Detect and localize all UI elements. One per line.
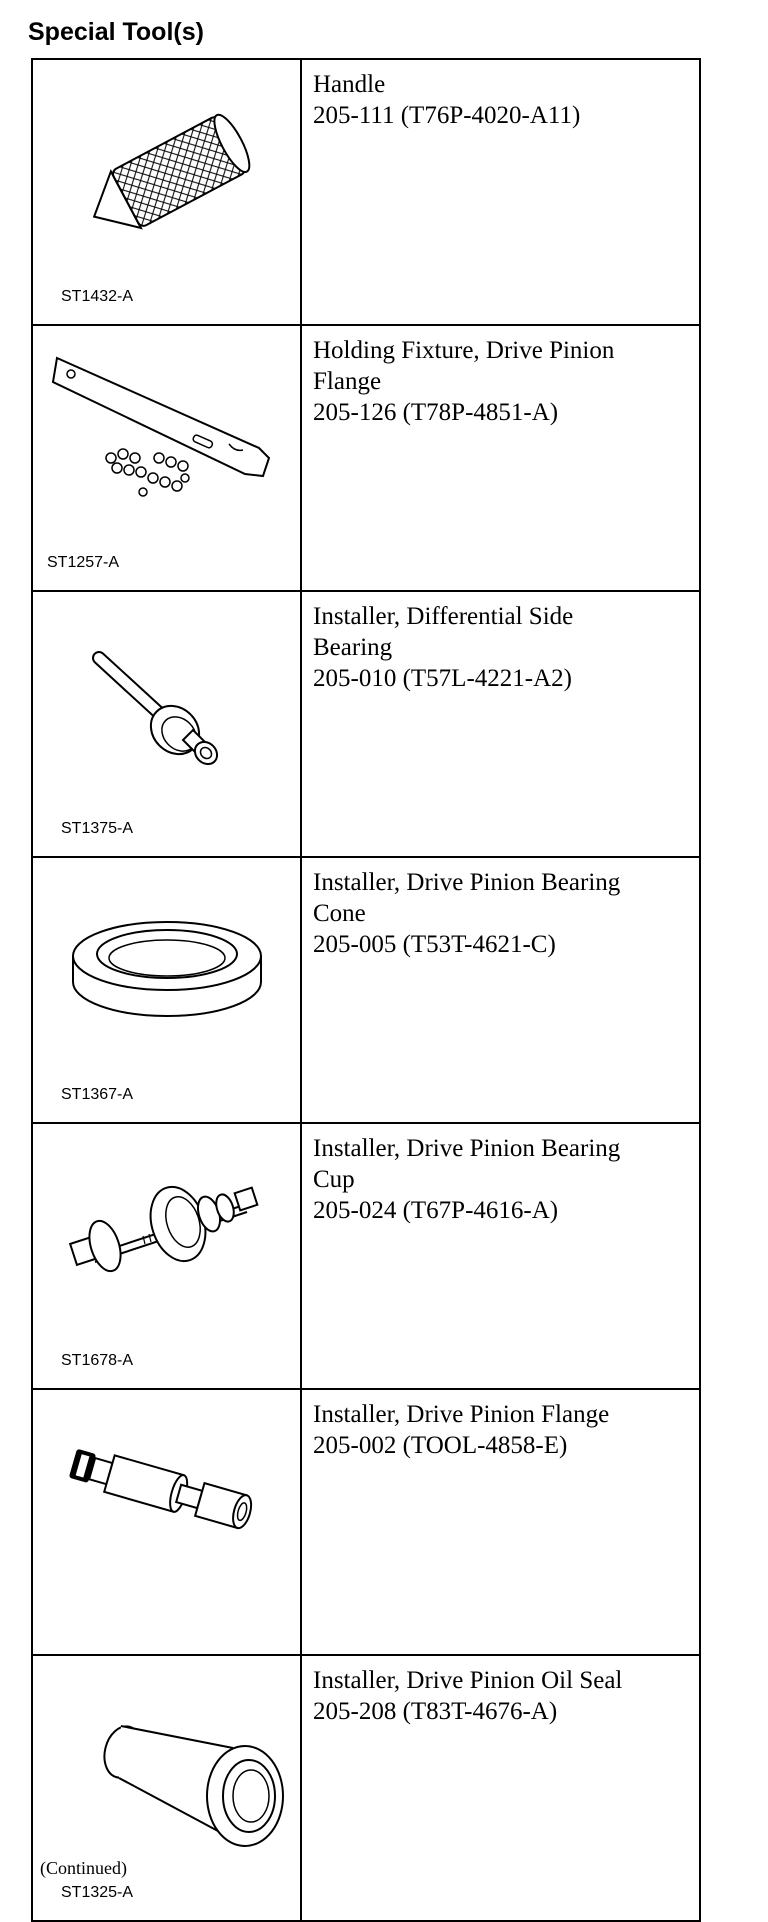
tool-row	[32, 591, 700, 857]
figure-id: ST1432-A	[61, 288, 134, 305]
tool-name: Installer, Differential Side	[313, 603, 574, 630]
side-bearing-installer-icon	[33, 592, 300, 847]
tool-name: Installer, Drive Pinion Oil Seal	[313, 1667, 623, 1694]
tool-number: 205-005 (T53T-4621-C)	[313, 931, 556, 958]
tool-name-continued: Flange	[313, 368, 382, 395]
tool-name-continued: Cup	[313, 1166, 355, 1193]
page-title: Special Tool(s)	[28, 18, 204, 46]
flange-installer-icon	[33, 1390, 300, 1645]
tool-name-continued: Cone	[313, 900, 366, 927]
tool-row	[32, 857, 700, 1123]
continued-note: (Continued)	[40, 1858, 127, 1878]
tool-row	[32, 1389, 700, 1655]
tool-number: 205-002 (TOOL-4858-E)	[313, 1432, 568, 1459]
tool-illustration-cell	[32, 591, 301, 857]
tool-row	[32, 59, 700, 325]
tool-name: Installer, Drive Pinion Flange	[313, 1401, 610, 1428]
tool-illustration-cell	[32, 1123, 301, 1389]
tool-row	[32, 1655, 700, 1921]
figure-id: ST1678-A	[61, 1352, 134, 1369]
figure-id: ST1367-A	[61, 1086, 134, 1103]
holding-fixture-icon	[33, 326, 300, 581]
tool-description-cell	[301, 591, 700, 857]
tool-illustration-cell	[32, 59, 301, 325]
tool-description-cell	[301, 1655, 700, 1921]
tool-description-cell	[301, 325, 700, 591]
tool-description-cell	[301, 1123, 700, 1389]
bearing-cup-installer-icon	[33, 1124, 300, 1379]
tool-row	[32, 1123, 700, 1389]
bearing-cone-installer-icon	[33, 858, 300, 1113]
tool-number: 205-126 (T78P-4851-A)	[313, 399, 559, 426]
tool-number: 205-024 (T67P-4616-A)	[313, 1197, 559, 1224]
tool-illustration-cell	[32, 1655, 301, 1921]
special-tools-table	[31, 58, 701, 1922]
tool-number: 205-111 (T76P-4020-A11)	[313, 102, 581, 129]
tool-description-cell	[301, 857, 700, 1123]
tool-number: 205-208 (T83T-4676-A)	[313, 1698, 558, 1725]
tool-description-cell	[301, 1389, 700, 1655]
handle-icon	[33, 60, 300, 315]
tool-name: Holding Fixture, Drive Pinion	[313, 337, 615, 364]
tool-illustration-cell	[32, 1389, 301, 1655]
tool-row	[32, 325, 700, 591]
figure-id: ST1257-A	[47, 554, 120, 571]
figure-id: ST1325-A	[61, 1884, 134, 1901]
tool-illustration-cell	[32, 857, 301, 1123]
tool-name: Installer, Drive Pinion Bearing	[313, 869, 621, 896]
tool-name: Installer, Drive Pinion Bearing	[313, 1135, 621, 1162]
tool-illustration-cell	[32, 325, 301, 591]
tool-name: Handle	[313, 71, 386, 98]
figure-id: ST1375-A	[61, 820, 134, 837]
tool-number: 205-010 (T57L-4221-A2)	[313, 665, 572, 692]
tool-name-continued: Bearing	[313, 634, 393, 661]
tool-description-cell	[301, 59, 700, 325]
